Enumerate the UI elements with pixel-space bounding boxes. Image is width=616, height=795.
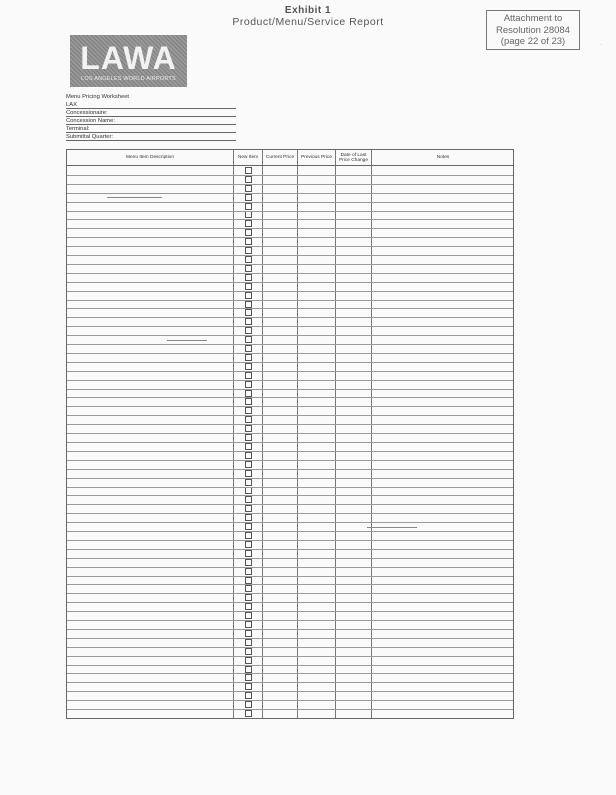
new-item-checkbox[interactable] — [245, 710, 252, 717]
table-row-divider — [67, 406, 513, 407]
attachment-box — [486, 10, 580, 50]
new-item-checkbox[interactable] — [245, 194, 252, 201]
table-row-divider — [67, 362, 513, 363]
new-item-checkbox[interactable] — [245, 541, 252, 548]
new-item-checkbox[interactable] — [245, 229, 252, 236]
new-item-checkbox[interactable] — [245, 692, 252, 699]
new-item-checkbox[interactable] — [245, 318, 252, 325]
new-item-checkbox[interactable] — [245, 532, 252, 539]
table-row-divider — [67, 531, 513, 532]
new-item-checkbox[interactable] — [245, 621, 252, 628]
table-row-divider — [67, 175, 513, 176]
table-row-divider — [67, 611, 513, 612]
new-item-checkbox[interactable] — [245, 559, 252, 566]
attachment-line-2: Resolution 28084 — [496, 24, 570, 36]
new-item-checkbox[interactable] — [245, 657, 252, 664]
logo-subtitle: LOS ANGELES WORLD AIRPORTS — [81, 76, 176, 82]
new-item-checkbox[interactable] — [245, 568, 252, 575]
worksheet-field-airport: LAX — [66, 101, 236, 109]
table-row-divider — [67, 602, 513, 603]
new-item-checkbox[interactable] — [245, 461, 252, 468]
table-row-divider — [67, 211, 513, 212]
table-row-divider — [67, 522, 513, 523]
table-row-divider — [67, 193, 513, 194]
scan-mark — [167, 340, 207, 341]
table-row-divider — [67, 264, 513, 265]
worksheet-field-concessionaire: Concessionaire: — [66, 109, 236, 117]
table-row-divider — [67, 682, 513, 683]
new-item-checkbox[interactable] — [245, 292, 252, 299]
worksheet-field-submittal-quarter: Submittal Quarter: — [66, 133, 236, 141]
new-item-checkbox[interactable] — [245, 238, 252, 245]
table-row-divider — [67, 567, 513, 568]
new-item-checkbox[interactable] — [245, 479, 252, 486]
new-item-checkbox[interactable] — [245, 185, 252, 192]
new-item-checkbox[interactable] — [245, 648, 252, 655]
table-row-divider — [67, 460, 513, 461]
table-row-divider — [67, 593, 513, 594]
table-row-divider — [67, 397, 513, 398]
header-new-item: New Item — [237, 155, 259, 161]
new-item-checkbox[interactable] — [245, 505, 252, 512]
header-previous-price: Previous Price — [301, 155, 332, 161]
new-item-checkbox[interactable] — [245, 550, 252, 557]
table-row-divider — [67, 620, 513, 621]
new-item-checkbox[interactable] — [245, 354, 252, 361]
table-row-divider — [67, 219, 513, 220]
table-row-divider — [67, 237, 513, 238]
new-item-checkbox[interactable] — [245, 594, 252, 601]
table-row-divider — [67, 665, 513, 666]
table-row-divider — [67, 433, 513, 434]
table-row-divider — [67, 344, 513, 345]
table-row-divider — [67, 326, 513, 327]
header-divider — [67, 165, 513, 166]
new-item-checkbox[interactable] — [245, 630, 252, 637]
new-item-checkbox[interactable] — [245, 470, 252, 477]
table-row-divider — [67, 424, 513, 425]
new-item-checkbox[interactable] — [245, 265, 252, 272]
table-row-divider — [67, 282, 513, 283]
table-row-divider — [67, 540, 513, 541]
table-row-divider — [67, 673, 513, 674]
table-row-divider — [67, 291, 513, 292]
table-row-divider — [67, 255, 513, 256]
new-item-checkbox[interactable] — [245, 345, 252, 352]
new-item-checkbox[interactable] — [245, 674, 252, 681]
table-row-divider — [67, 415, 513, 416]
exhibit-title: Exhibit 1 — [284, 5, 332, 16]
attachment-line-3: (page 22 of 23) — [500, 36, 566, 47]
header-current-price: Current Price — [265, 155, 295, 161]
new-item-checkbox[interactable] — [245, 167, 252, 174]
menu-pricing-table — [66, 149, 514, 719]
new-item-checkbox[interactable] — [245, 398, 252, 405]
table-row-divider — [67, 504, 513, 505]
new-item-checkbox[interactable] — [245, 301, 252, 308]
table-row-divider — [67, 576, 513, 577]
new-item-checkbox[interactable] — [245, 336, 252, 343]
table-row-divider — [67, 549, 513, 550]
table-row-divider — [67, 647, 513, 648]
new-item-checkbox[interactable] — [245, 514, 252, 521]
new-item-checkbox[interactable] — [245, 585, 252, 592]
new-item-checkbox[interactable] — [245, 256, 252, 263]
new-item-checkbox[interactable] — [245, 683, 252, 690]
table-row-divider — [67, 335, 513, 336]
margin-mark: · — [600, 42, 602, 48]
table-row-divider — [67, 691, 513, 692]
table-row-divider — [67, 700, 513, 701]
new-item-checkbox[interactable] — [245, 211, 252, 218]
scan-mark — [367, 527, 417, 528]
table-row-divider — [67, 317, 513, 318]
new-item-checkbox[interactable] — [245, 443, 252, 450]
header-notes: Notes — [436, 155, 450, 161]
new-item-checkbox[interactable] — [245, 203, 252, 210]
worksheet-field-concession-name: Concession Name: — [66, 117, 236, 125]
logo-word: LAWA — [80, 40, 177, 76]
table-row-divider — [67, 300, 513, 301]
new-item-checkbox[interactable] — [245, 407, 252, 414]
new-item-checkbox[interactable] — [245, 176, 252, 183]
new-item-checkbox[interactable] — [245, 666, 252, 673]
table-row-divider — [67, 228, 513, 229]
new-item-checkbox[interactable] — [245, 220, 252, 227]
new-item-checkbox[interactable] — [245, 372, 252, 379]
table-row-divider — [67, 558, 513, 559]
new-item-checkbox[interactable] — [245, 487, 252, 494]
new-item-checkbox[interactable] — [245, 701, 252, 708]
table-row-divider — [67, 709, 513, 710]
new-item-checkbox[interactable] — [245, 247, 252, 254]
table-row-divider — [67, 353, 513, 354]
table-row-divider — [67, 442, 513, 443]
worksheet-title: Menu Pricing Worksheet — [66, 94, 130, 100]
table-row-divider — [67, 629, 513, 630]
new-item-checkbox[interactable] — [245, 309, 252, 316]
new-item-checkbox[interactable] — [245, 452, 252, 459]
table-row-divider — [67, 184, 513, 185]
new-item-checkbox[interactable] — [245, 274, 252, 281]
scan-mark — [107, 197, 162, 198]
new-item-checkbox[interactable] — [245, 381, 252, 388]
header-menu-item-description: Menu Item Description — [126, 155, 174, 161]
table-row-divider — [67, 469, 513, 470]
worksheet-header — [66, 93, 236, 141]
new-item-checkbox[interactable] — [245, 327, 252, 334]
table-row-divider — [67, 246, 513, 247]
table-row-divider — [67, 308, 513, 309]
table-row-divider — [67, 389, 513, 390]
new-item-checkbox[interactable] — [245, 603, 252, 610]
new-item-checkbox[interactable] — [245, 416, 252, 423]
lawa-logo — [70, 35, 187, 87]
header-date-last-price-change: Date of Last Price Change — [338, 152, 369, 163]
table-row-divider — [67, 273, 513, 274]
table-row-divider — [67, 487, 513, 488]
table-row-divider — [67, 380, 513, 381]
table-row-divider — [67, 638, 513, 639]
new-item-checkbox[interactable] — [245, 425, 252, 432]
table-row-divider — [67, 478, 513, 479]
new-item-checkbox[interactable] — [245, 390, 252, 397]
table-row-divider — [67, 495, 513, 496]
new-item-checkbox[interactable] — [245, 523, 252, 530]
worksheet-field-terminal: Terminal: — [66, 125, 236, 133]
new-item-checkbox[interactable] — [245, 612, 252, 619]
new-item-checkbox[interactable] — [245, 577, 252, 584]
table-row-divider — [67, 656, 513, 657]
table-row-divider — [67, 584, 513, 585]
attachment-line-1: Attachment to — [503, 13, 563, 24]
table-row-divider — [67, 202, 513, 203]
new-item-checkbox[interactable] — [245, 639, 252, 646]
new-item-checkbox[interactable] — [245, 363, 252, 370]
new-item-checkbox[interactable] — [245, 434, 252, 441]
new-item-checkbox[interactable] — [245, 283, 252, 290]
table-row-divider — [67, 371, 513, 372]
table-row-divider — [67, 451, 513, 452]
table-row-divider — [67, 513, 513, 514]
new-item-checkbox[interactable] — [245, 496, 252, 503]
report-title: Product/Menu/Service Report — [232, 16, 384, 28]
